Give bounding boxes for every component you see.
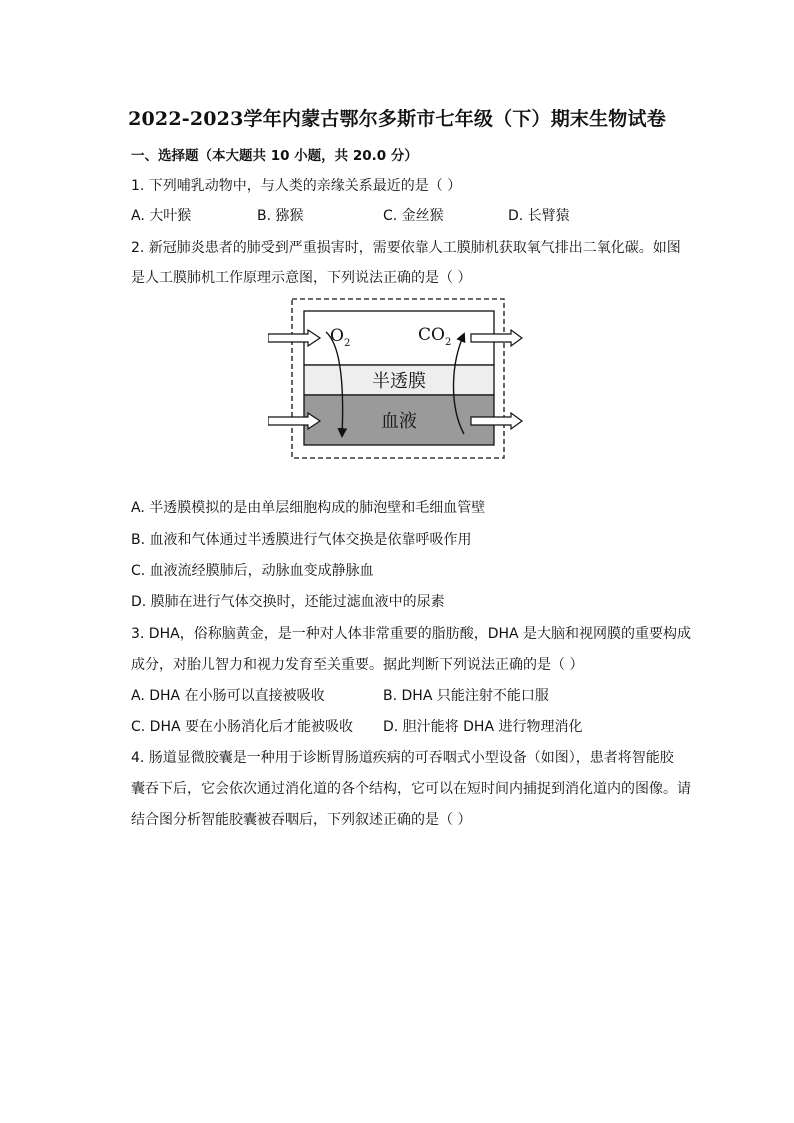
question-4-stem-line-3: 结合图分析智能胶囊被吞咽后，下列叙述正确的是（ ） bbox=[131, 812, 472, 828]
question-2-stem-line-2: 是人工膜肺机工作原理示意图，下列说法正确的是（ ） bbox=[131, 270, 472, 286]
question-1-option-c: C. 金丝猴 bbox=[383, 208, 444, 224]
question-1-stem: 1. 下列哺乳动物中，与人类的亲缘关系最近的是（ ） bbox=[131, 178, 462, 194]
question-3-option-c: C. DHA 要在小肠消化后才能被吸收 bbox=[131, 719, 354, 735]
question-2-option-c: C. 血液流经膜肺后，动脉血变成静脉血 bbox=[131, 563, 374, 579]
question-4-stem-line-1: 4. 肠道显微胶囊是一种用于诊断胃肠道疾病的可吞咽式小型设备（如图），患者将智能胶 bbox=[131, 750, 674, 766]
gas-inlet-arrow bbox=[268, 330, 320, 346]
question-2-option-b: B. 血液和气体通过半透膜进行气体交换是依靠呼吸作用 bbox=[131, 532, 472, 548]
question-1-option-a: A. 大叶猴 bbox=[131, 208, 192, 224]
membrane-lung-svg bbox=[268, 296, 524, 460]
membrane-label: 半透膜 bbox=[372, 371, 426, 392]
question-2-option-d: D. 膜肺在进行气体交换时，还能过滤血液中的尿素 bbox=[131, 594, 445, 610]
question-4-stem-line-2: 囊吞下后，它会依次通过消化道的各个结构，它可以在短时间内捕捉到消化道内的图像。请 bbox=[131, 781, 691, 797]
question-2-option-a: A. 半透膜模拟的是由单层细胞构成的肺泡壁和毛细血管壁 bbox=[131, 500, 486, 516]
o2-label: $O_2$ bbox=[330, 326, 351, 349]
question-3-option-b: B. DHA 只能注射不能口服 bbox=[383, 688, 549, 704]
question-1-option-b: B. 猕猴 bbox=[257, 208, 304, 224]
question-3-stem-line-2: 成分，对胎儿智力和视力发育至关重要。据此判断下列说法正确的是（ ） bbox=[131, 657, 584, 673]
blood-inlet-arrow bbox=[268, 413, 320, 429]
question-3-option-d: D. 胆汁能将 DHA 进行物理消化 bbox=[383, 719, 583, 735]
question-3-stem-line-1: 3. DHA，俗称脑黄金，是一种对人体非常重要的脂肪酸，DHA 是大脑和视网膜的重要构成 bbox=[131, 626, 692, 642]
blood-label: 血液 bbox=[381, 411, 417, 432]
co2-label: $CO_2$ bbox=[418, 325, 452, 348]
question-1-option-d: D. 长臂猿 bbox=[508, 208, 570, 224]
section-heading: 一、选择题（本大题共 10 小题，共 20.0 分） bbox=[131, 148, 418, 164]
question-2-stem-line-1: 2. 新冠肺炎患者的肺受到严重损害时，需要依靠人工膜肺机获取氧气排出二氧化碳。如图 bbox=[131, 240, 681, 256]
question-3-option-a: A. DHA 在小肠可以直接被吸收 bbox=[131, 688, 325, 704]
membrane-lung-diagram bbox=[268, 296, 524, 460]
exam-title: 2022-2023学年内蒙古鄂尔多斯市七年级（下）期末生物试卷 bbox=[128, 108, 666, 130]
